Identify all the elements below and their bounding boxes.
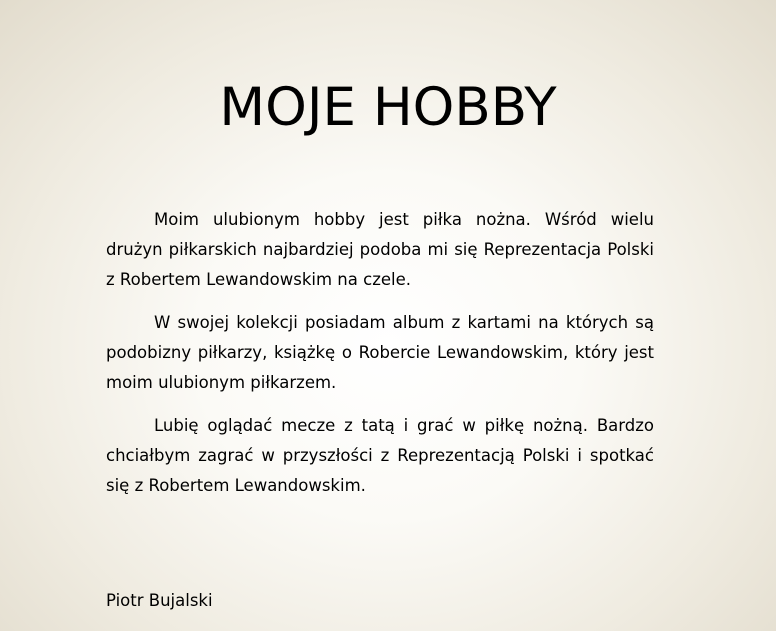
body-text — [106, 205, 654, 514]
paragraph-2: W swojej kolekcji posiadam album z kartami na których są podobizny piłkarzy, książkę o Robercie Lewandowskim, który jest moim ulubionym piłkarzem. — [106, 313, 654, 392]
page-title: MOJE HOBBY — [219, 77, 557, 138]
paragraph-3: Lubię oglądać mecze z tatą i grać w piłkę nożną. Bardzo chciałbym zagrać w przyszłości z Reprezentacją Polski i spotkać się z Robertem Lewandowskim. — [106, 416, 654, 495]
author-name: Piotr Bujalski — [106, 591, 213, 610]
paragraph-1: Moim ulubionym hobby jest piłka nożna. Wśród wielu drużyn piłkarskich najbardziej podoba mi się Reprezentacja Polski z Robertem Lewandowskim na czele. — [106, 210, 654, 289]
